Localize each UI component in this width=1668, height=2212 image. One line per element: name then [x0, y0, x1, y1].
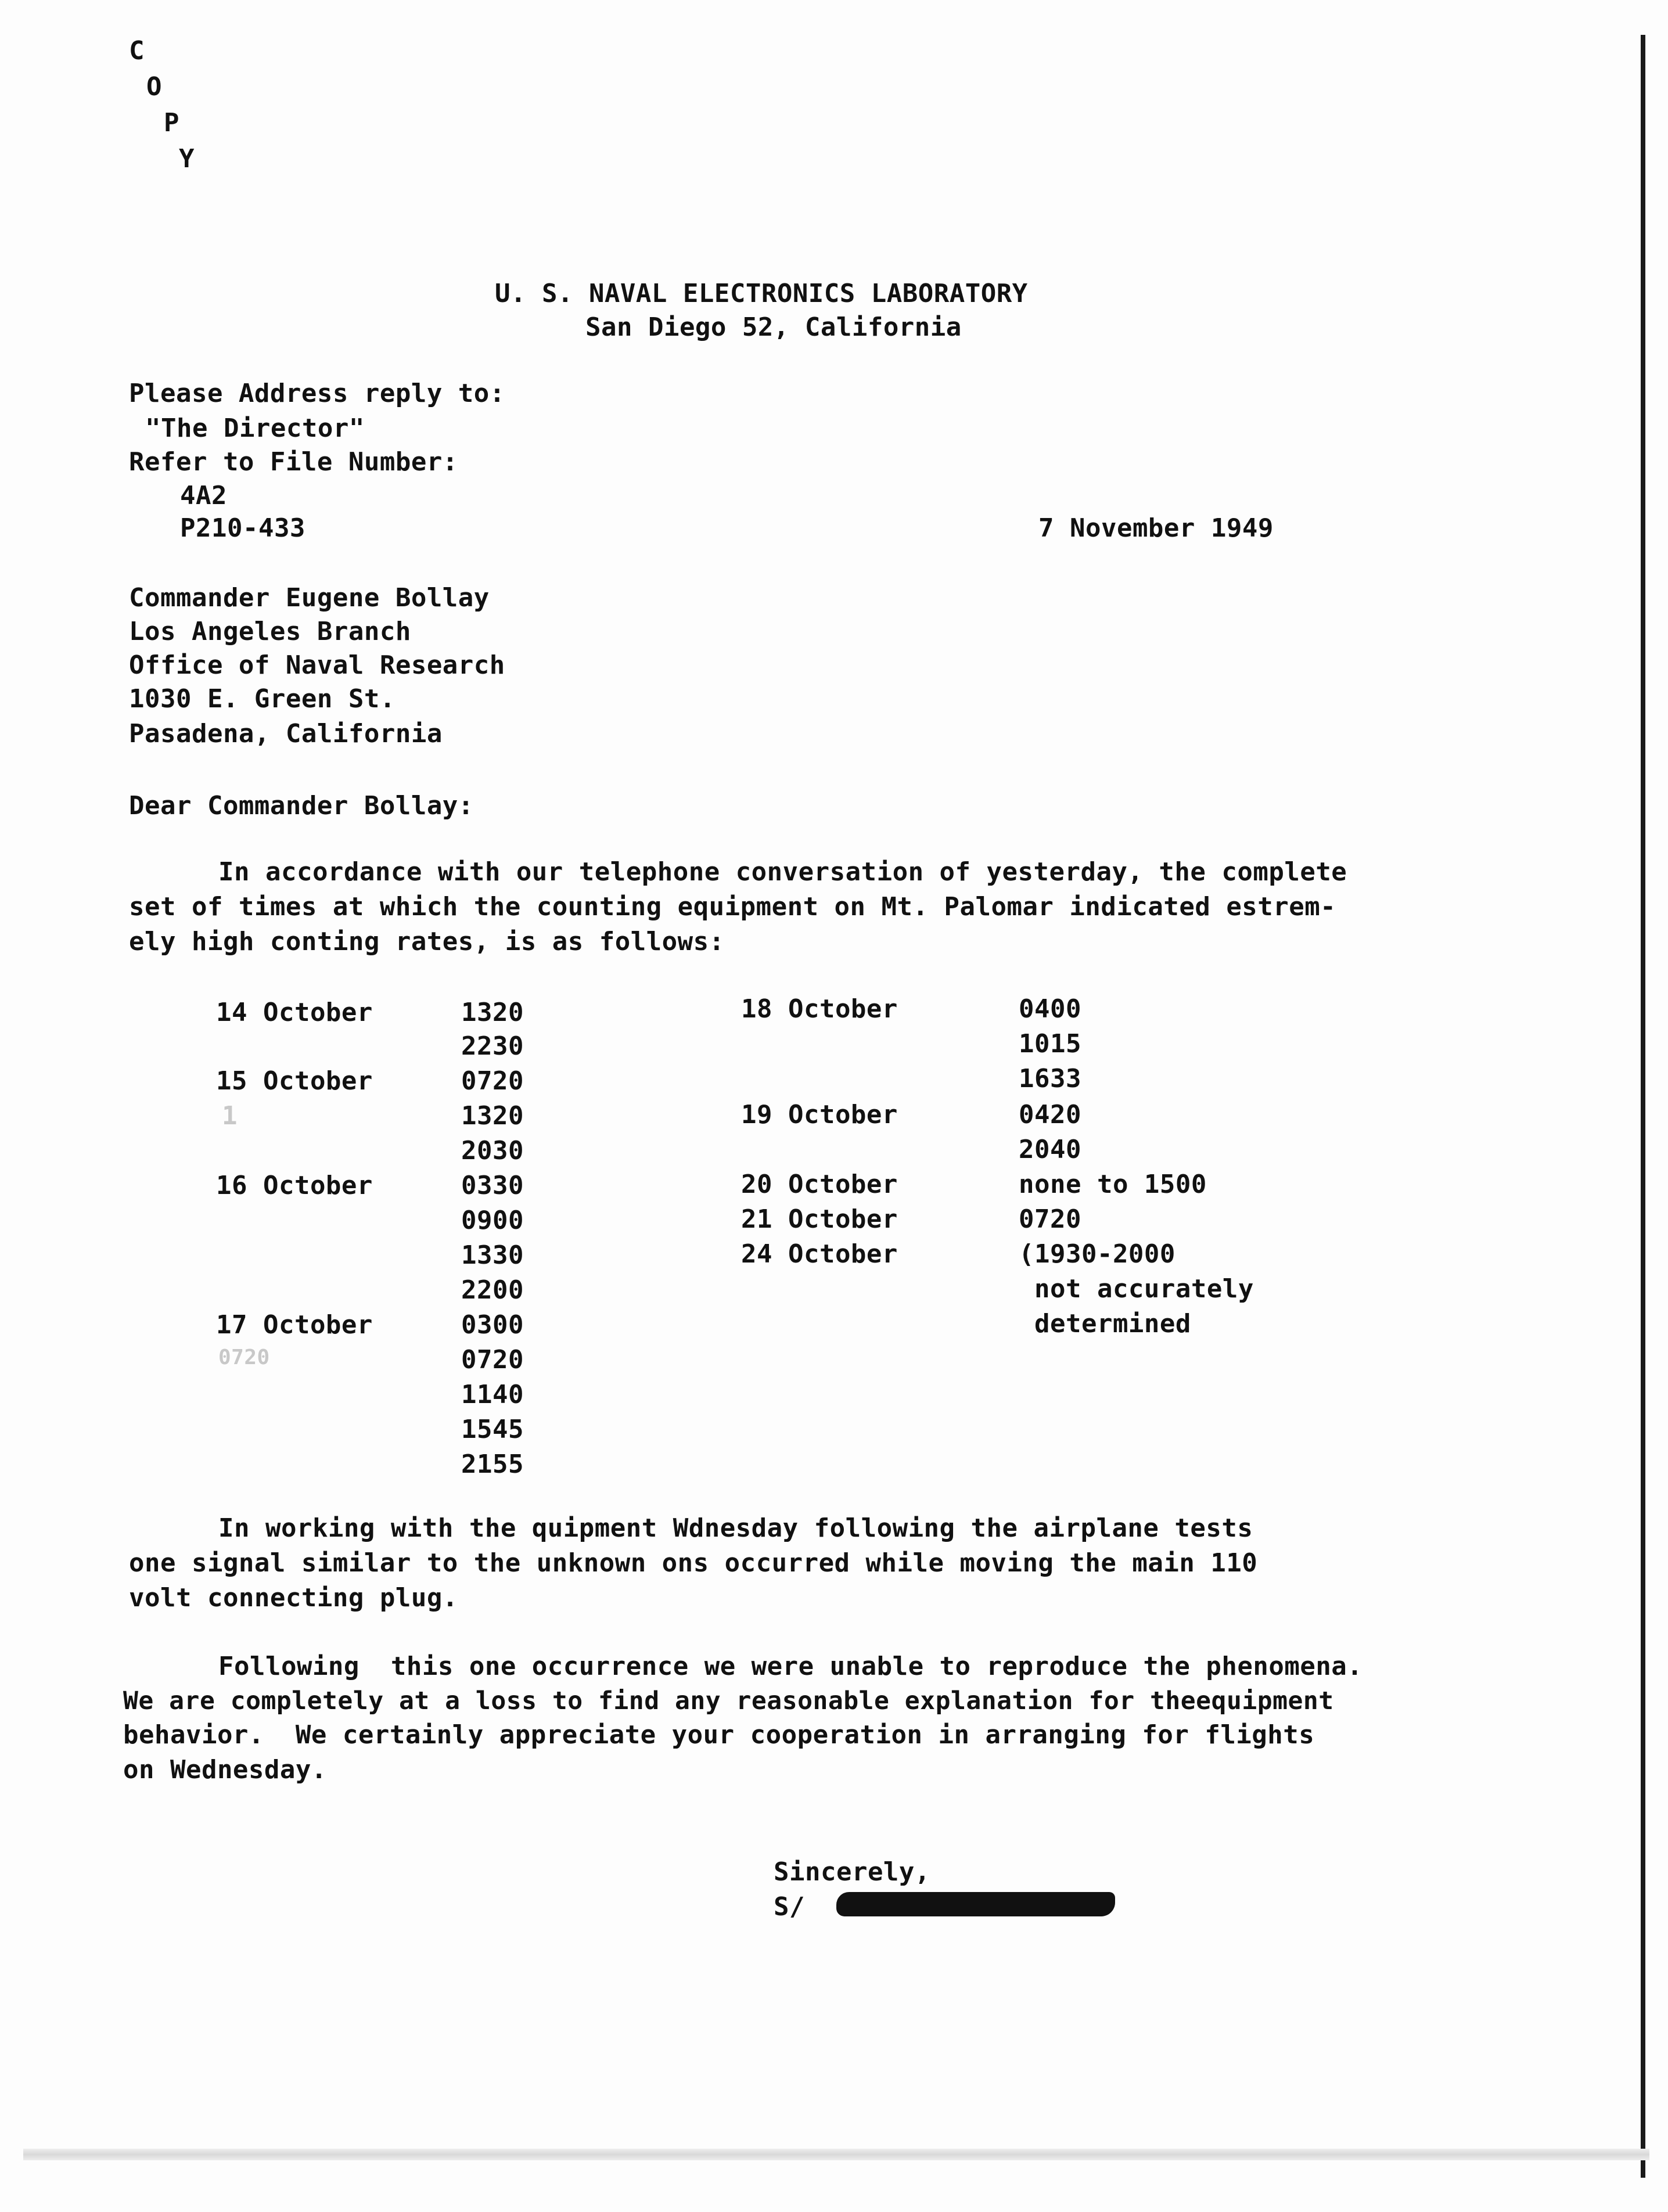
- left-time-1: 2230: [461, 1031, 524, 1061]
- addressee-line-3: Office of Naval Research: [129, 650, 505, 680]
- letterhead-org: U. S. NAVAL ELECTRONICS LABORATORY: [495, 279, 1028, 308]
- right-date-5: 20 October: [741, 1170, 898, 1199]
- para1-line-1: In accordance with our telephone conversation of yesterday, the complete: [218, 857, 1347, 887]
- copy-mark-p: P: [164, 108, 179, 138]
- scan-edge-rule: [1641, 35, 1645, 2178]
- scan-bottom-band: [23, 2149, 1649, 2160]
- left-date-0: 14 October: [216, 998, 373, 1027]
- para3-line-2: We are completely at a loss to find any reasonable explanation for theequipment: [123, 1686, 1334, 1715]
- left-time-9: 0300: [461, 1310, 524, 1340]
- closing-sincerely: Sincerely,: [774, 1857, 930, 1887]
- addressee-line-5: Pasadena, California: [129, 719, 443, 749]
- left-time-5: 0330: [461, 1171, 524, 1200]
- right-time-2: 1633: [1019, 1064, 1081, 1094]
- para3-line-3: behavior. We certainly appreciate your cooperation in arranging for flights: [123, 1720, 1315, 1750]
- right-time-6: 0720: [1019, 1204, 1081, 1234]
- letter-date: 7 November 1949: [1038, 513, 1274, 543]
- right-date-7: 24 October: [741, 1239, 898, 1269]
- letterhead-location: San Diego 52, California: [585, 312, 962, 342]
- right-time-5: none to 1500: [1019, 1170, 1207, 1199]
- file-number-2: P210-433: [180, 513, 305, 543]
- right-date-0: 18 October: [741, 994, 898, 1024]
- para3-line-4: on Wednesday.: [123, 1755, 327, 1785]
- right-time-8: not accurately: [1019, 1274, 1254, 1304]
- left-time-10: 0720: [461, 1345, 524, 1375]
- para2-line-3: volt connecting plug.: [129, 1583, 458, 1613]
- para1-line-3: ely high conting rates, is as follows:: [129, 927, 725, 956]
- salutation: Dear Commander Bollay:: [129, 791, 474, 821]
- reply-line-1: Please Address reply to:: [129, 379, 505, 408]
- left-time-11: 1140: [461, 1380, 524, 1409]
- right-date-3: 19 October: [741, 1100, 898, 1130]
- copy-mark-o: O: [146, 72, 162, 102]
- left-time-2: 0720: [461, 1066, 524, 1096]
- signature-redaction: [836, 1892, 1115, 1916]
- file-number-1: 4A2: [180, 481, 227, 510]
- para1-line-2: set of times at which the counting equipment on Mt. Palomar indicated estrem-: [129, 892, 1336, 922]
- right-time-1: 1015: [1019, 1029, 1081, 1059]
- left-time-13: 2155: [461, 1450, 524, 1479]
- left-time-7: 1330: [461, 1240, 524, 1270]
- margin-mark-17: 0720: [218, 1346, 270, 1369]
- para2-line-1: In working with the quipment Wdnesday following the airplane tests: [218, 1513, 1253, 1543]
- para2-line-2: one signal similar to the unknown ons occurred while moving the main 110: [129, 1548, 1258, 1578]
- addressee-line-4: 1030 E. Green St.: [129, 684, 396, 714]
- left-date-9: 17 October: [216, 1310, 373, 1340]
- left-date-5: 16 October: [216, 1171, 373, 1200]
- left-time-4: 2030: [461, 1136, 524, 1166]
- right-date-6: 21 October: [741, 1204, 898, 1234]
- addressee-line-1: Commander Eugene Bollay: [129, 583, 490, 613]
- left-time-8: 2200: [461, 1275, 524, 1305]
- left-time-0: 1320: [461, 998, 524, 1027]
- right-time-7: (1930-2000: [1019, 1239, 1175, 1269]
- addressee-line-2: Los Angeles Branch: [129, 617, 411, 646]
- closing-signed: S/: [774, 1892, 805, 1922]
- para3-line-1: Following this one occurrence we were unable to reproduce the phenomena.: [218, 1652, 1363, 1681]
- right-time-0: 0400: [1019, 994, 1081, 1024]
- copy-mark-y: Y: [179, 144, 195, 174]
- left-date-2: 15 October: [216, 1066, 373, 1096]
- margin-mark-15: 1: [222, 1101, 238, 1131]
- copy-mark-c: C: [129, 36, 145, 66]
- reply-line-2: "The Director": [145, 413, 365, 443]
- right-time-4: 2040: [1019, 1135, 1081, 1164]
- left-time-6: 0900: [461, 1206, 524, 1235]
- left-time-12: 1545: [461, 1415, 524, 1444]
- left-time-3: 1320: [461, 1101, 524, 1131]
- right-time-9: determined: [1019, 1309, 1191, 1339]
- right-time-3: 0420: [1019, 1100, 1081, 1130]
- reply-line-3: Refer to File Number:: [129, 447, 458, 477]
